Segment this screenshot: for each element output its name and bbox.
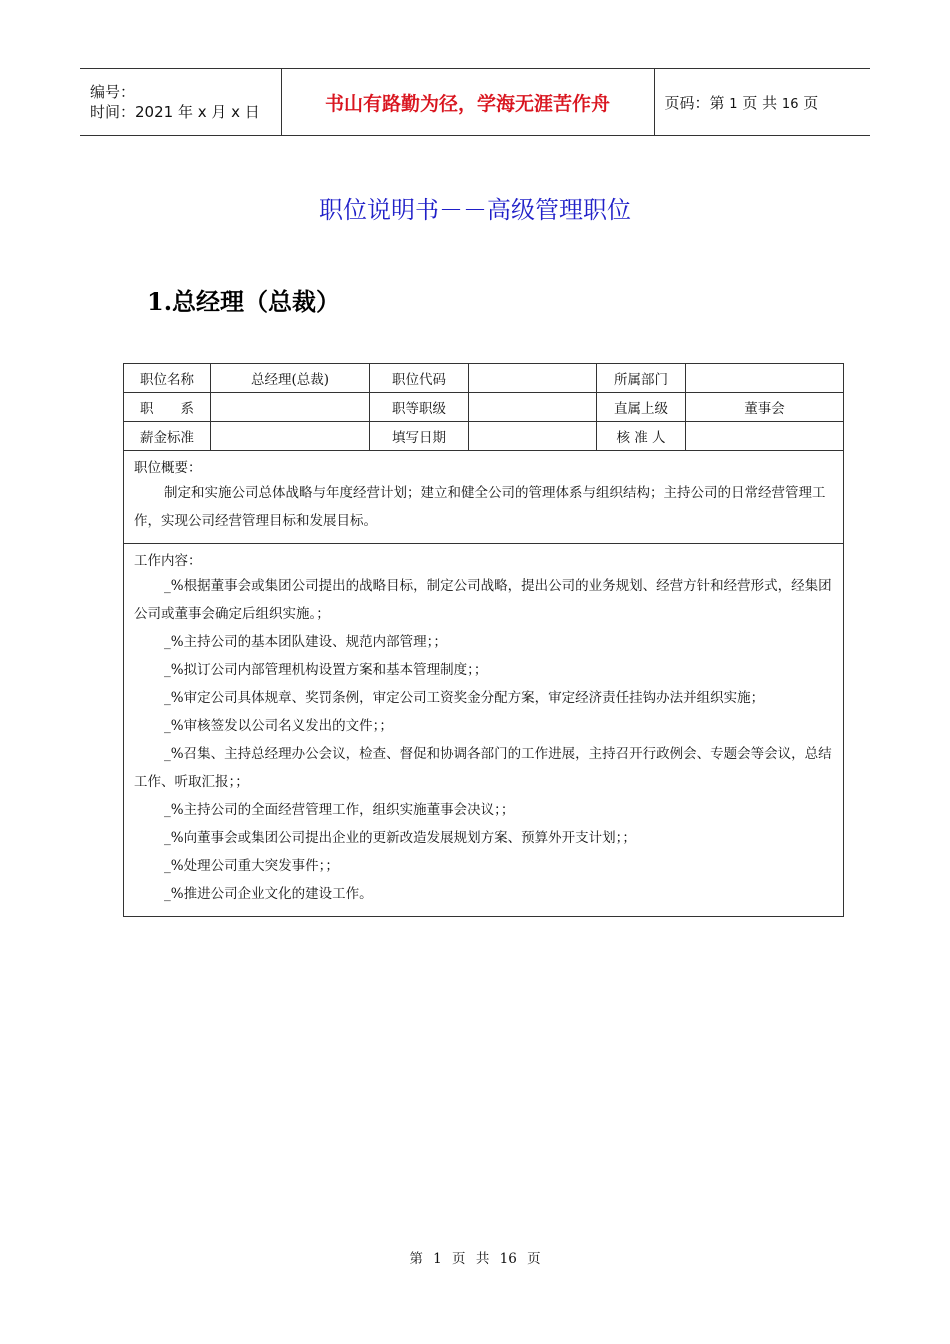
page-suffix: 页 bbox=[803, 93, 819, 112]
table-cell: 职等职级 bbox=[370, 393, 469, 422]
work-cell bbox=[124, 544, 844, 917]
table-cell bbox=[469, 422, 597, 451]
footer-page-total: 16 bbox=[499, 1251, 517, 1267]
table-row bbox=[124, 393, 844, 422]
table-cell: 职位名称 bbox=[124, 364, 211, 393]
footer-word: 共 bbox=[475, 1251, 490, 1267]
work-item: _%向董事会或集团公司提出企业的更新改造发展规划方案、预算外开支计划；； bbox=[164, 830, 636, 846]
summary-title: 职位概要： bbox=[134, 460, 202, 476]
work-title: 工作内容： bbox=[134, 553, 202, 569]
table-cell: 职位代码 bbox=[370, 364, 469, 393]
footer-word: 页 bbox=[527, 1251, 541, 1267]
table-cell bbox=[469, 364, 597, 393]
work-item: _%召集、主持总经理办公会议，检查、督促和协调各部门的工作进展，主持召开行政例会、专题会等会议，总结工作、听取汇报；； bbox=[134, 746, 832, 790]
page-total: 16 bbox=[781, 96, 799, 112]
table-cell: 职 系 bbox=[124, 393, 211, 422]
summary-cell bbox=[124, 451, 844, 544]
table-cell: 核 准 人 bbox=[597, 422, 686, 451]
table-cell bbox=[211, 422, 370, 451]
table-cell: 总经理(总裁) bbox=[211, 364, 370, 393]
work-item: _%拟订公司内部管理机构设置方案和基本管理制度；； bbox=[164, 662, 488, 678]
page-number: 1 bbox=[729, 96, 738, 112]
table-cell bbox=[686, 364, 844, 393]
work-item: _%主持公司的基本团队建设、规范内部管理；； bbox=[164, 634, 447, 650]
footer-word: 页 bbox=[452, 1251, 466, 1267]
header-motto-cell bbox=[281, 69, 654, 136]
work-item: _%根据董事会或集团公司提出的战略目标，制定公司战略，提出公司的业务规划、经营方针和经营形式，经集团公司或董事会确定后组织实施。； bbox=[134, 578, 832, 622]
section-title: 1.总经理（总裁） bbox=[147, 287, 341, 316]
work-item: _%审核签发以公司名义发出的文件；； bbox=[164, 718, 393, 734]
page-prefix: 页码：第 bbox=[664, 93, 725, 112]
page-footer bbox=[0, 1247, 950, 1267]
work-item: _%推进公司企业文化的建设工作。 bbox=[164, 886, 373, 902]
document-title: 职位说明书－－高级管理职位 bbox=[319, 196, 631, 224]
motto: 书山有路勤为径，学海无涯苦作舟 bbox=[324, 92, 610, 115]
table-cell: 薪金标准 bbox=[124, 422, 211, 451]
table-cell bbox=[469, 393, 597, 422]
table-cell: 所属部门 bbox=[597, 364, 686, 393]
job-description-table bbox=[123, 363, 844, 917]
work-row bbox=[124, 544, 844, 917]
table-cell bbox=[211, 393, 370, 422]
header-page-info bbox=[654, 69, 870, 136]
number-label: 编号： bbox=[90, 83, 136, 101]
summary-row bbox=[124, 451, 844, 544]
table-cell: 填写日期 bbox=[370, 422, 469, 451]
footer-page-number: 1 bbox=[433, 1251, 442, 1267]
work-item: _%主持公司的全面经营管理工作，组织实施董事会决议；； bbox=[164, 802, 515, 818]
table-row bbox=[124, 364, 844, 393]
time-label: 时间：2021 年 x 月 x 日 bbox=[90, 103, 260, 121]
table-row bbox=[124, 422, 844, 451]
table-cell bbox=[686, 422, 844, 451]
page-mid: 页 共 bbox=[742, 93, 778, 112]
table-cell: 直属上级 bbox=[597, 393, 686, 422]
summary-text: 制定和实施公司总体战略与年度经营计划；建立和健全公司的管理体系与组织结构；主持公司的日常经营管理工作，实现公司经营管理目标和发展目标。 bbox=[134, 485, 826, 529]
work-item: _%审定公司具体规章、奖罚条例，审定公司工资奖金分配方案，审定经济责任挂钩办法并组织实施； bbox=[164, 690, 765, 706]
document-header bbox=[80, 68, 870, 136]
header-meta bbox=[80, 69, 281, 136]
table-cell: 董事会 bbox=[686, 393, 844, 422]
work-item: _%处理公司重大突发事件；； bbox=[164, 858, 339, 874]
footer-word: 第 bbox=[409, 1251, 423, 1267]
